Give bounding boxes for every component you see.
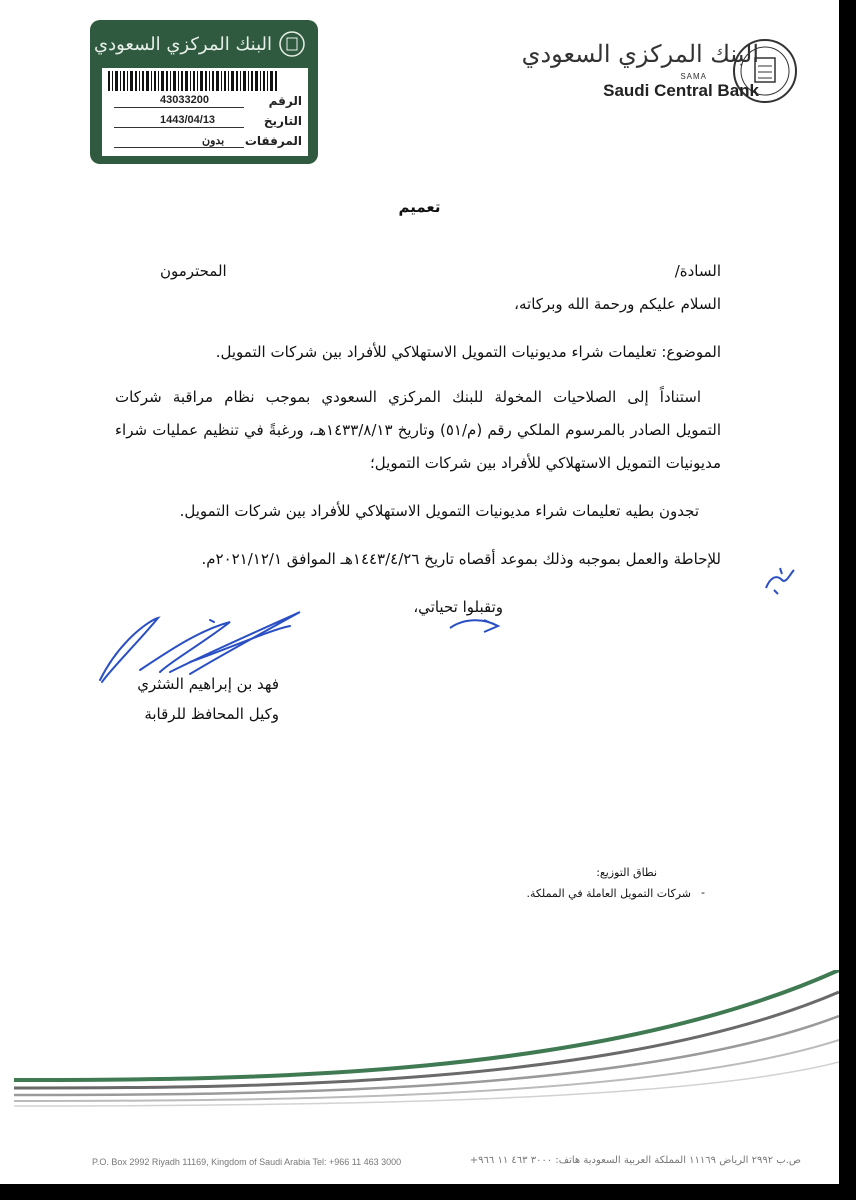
stamp-date-line xyxy=(114,127,244,128)
stamp-attachments-value: بدون xyxy=(202,135,225,147)
pen-mark-icon xyxy=(444,608,504,638)
stamp-number-row xyxy=(110,94,302,112)
distribution-dash: - xyxy=(701,886,705,899)
salutation: السلام عليكم ورحمة الله وبركاته، xyxy=(514,295,721,313)
stamp-number-line xyxy=(114,107,244,108)
stamp-seal-icon xyxy=(278,30,306,58)
bank-name-arabic: البنك المركزي السعودي xyxy=(521,40,759,68)
stamp-date-label: التاريخ xyxy=(263,114,302,128)
paragraph-1-line-2: التمويل الصادر بالمرسوم الملكي رقم (م/٥١) وتاريخ ١٤٣٣/٨/١٣هـ، ورغبةً في تنظيم عمليات شراء xyxy=(115,421,721,439)
footer-address-arabic: ص.ب ٢٩٩٢ الرياض ١١١٦٩ المملكة العربية السعودية هاتف: ٣٠٠٠ ٤٦٣ ١١ ٩٦٦+ xyxy=(469,1155,801,1166)
stamp-date-value: 1443/04/13 xyxy=(160,114,216,126)
footer-address-english: P.O. Box 2992 Riyadh 11169, Kingdom of Saudi Arabia Tel: +966 11 463 3000 xyxy=(92,1157,402,1167)
stamp-number-label: الرقم xyxy=(268,94,302,108)
distribution-title: نطاق التوزيع: xyxy=(596,866,657,879)
stamp-attachments-row xyxy=(110,134,302,152)
stamp-number-value: 43033200 xyxy=(160,94,209,106)
signer-name: فهد بن إبراهيم الشثري xyxy=(137,675,279,693)
signer-title: وكيل المحافظ للرقابة xyxy=(144,705,279,723)
reference-stamp xyxy=(90,20,318,164)
barcode-icon xyxy=(108,71,278,91)
distribution-item: شركات التمويل العاملة في المملكة. xyxy=(526,887,691,900)
subject-line: الموضوع: تعليمات شراء مديونيات التمويل الاستهلاكي للأفراد بين شركات التمويل. xyxy=(215,343,721,361)
footer-stripes xyxy=(0,970,839,1110)
margin-initials-icon xyxy=(760,560,800,600)
stamp-date-row xyxy=(110,114,302,132)
stamp-fields xyxy=(102,68,308,156)
stamp-bank-name: البنك المركزي السعودي xyxy=(93,34,272,55)
paragraph-3: للإحاطة والعمل بموجبه وذلك بموعد أقصاه تاريخ ١٤٤٣/٤/٢٦هـ الموافق ٢٠٢١/١٢/١م. xyxy=(201,550,721,568)
paragraph-2: تجدون بطيه تعليمات شراء مديونيات التمويل الاستهلاكي للأفراد بين شركات التمويل. xyxy=(179,502,699,520)
paragraph-1-line-1-text: استناداً إلى الصلاحيات المخولة للبنك المركزي السعودي بموجب نظام مراقبة شركات xyxy=(115,388,701,406)
closing: وتقبلوا تحياتي، xyxy=(413,598,503,616)
circular-title: تعميم xyxy=(398,198,441,216)
stamp-attachments-label: المرفقات xyxy=(244,134,302,148)
sama-label: SAMA xyxy=(680,72,707,81)
paragraph-1-line-1 xyxy=(115,388,721,406)
respected-label: المحترمون xyxy=(160,262,227,280)
bank-name-english: Saudi Central Bank xyxy=(603,81,759,100)
paragraph-1-line-3: مديونيات التمويل الاستهلاكي للأفراد بين شركات التمويل؛ xyxy=(370,454,721,472)
addressee: السادة/ xyxy=(674,262,721,280)
stamp-attachments-line xyxy=(114,147,244,148)
